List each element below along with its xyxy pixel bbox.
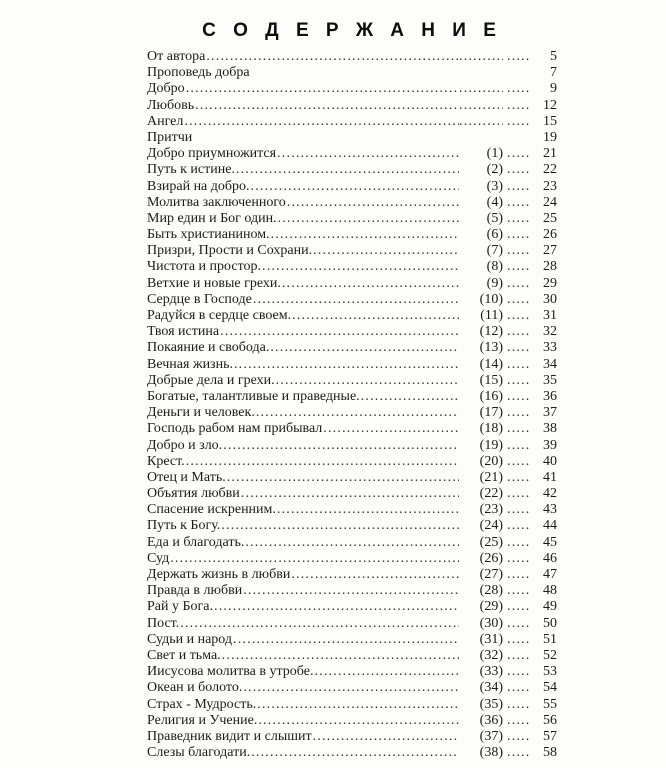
toc-entry [147, 648, 557, 664]
entry-title: Мир един и Бог один. [147, 210, 277, 226]
entry-page-number: 7 [550, 65, 557, 81]
dot-leader [206, 49, 459, 65]
entry-chapter-number [459, 81, 503, 97]
entry-page-number: 29 [543, 275, 557, 291]
dot-leader [257, 697, 459, 713]
entry-title: Твоя истина [147, 324, 220, 340]
entry-chapter-number: (10) [479, 291, 503, 307]
dot-leader [278, 211, 459, 227]
entry-page-number: 54 [543, 680, 557, 696]
table-of-contents [147, 20, 557, 761]
entry-chapter-number: (12) [479, 324, 503, 340]
page-dot-leader [507, 616, 531, 632]
entry-title: Иисусова молитва в утробе. [147, 664, 314, 680]
toc-entry [147, 308, 557, 324]
entry-title: Проповедь добра [147, 65, 250, 81]
entry-title: Взирай на добро. [147, 178, 250, 194]
entry-title: Судьи и народ [147, 631, 233, 647]
dot-leader [170, 551, 459, 567]
dot-leader [186, 454, 459, 470]
entry-chapter-number: (13) [479, 340, 503, 356]
entry-title: От автора [147, 49, 206, 64]
dot-leader [236, 162, 459, 178]
entry-page-number: 21 [543, 146, 557, 162]
entry-title: Притчи [147, 129, 193, 145]
entry-page-number: 47 [543, 567, 557, 582]
toc-entry [147, 65, 557, 81]
toc-entry [147, 454, 557, 470]
dot-leader [245, 535, 459, 551]
toc-entry [147, 179, 557, 195]
entry-page-number: 35 [543, 372, 557, 388]
entry-chapter-number: (23) [479, 502, 503, 518]
page-dot-leader [507, 81, 531, 97]
toc-entry [147, 373, 557, 389]
entry-title: Господь рабом нам прибывал [147, 421, 323, 437]
dot-leader [234, 357, 459, 373]
entry-chapter-number: (24) [479, 518, 503, 534]
entry-page-number: 19 [543, 129, 557, 145]
entry-page-number: 12 [543, 97, 557, 113]
entry-page-number: 53 [543, 664, 557, 680]
toc-entry [147, 567, 557, 583]
entry-title: Рай у Бога. [147, 599, 213, 615]
entry-page-number: 22 [543, 162, 557, 178]
page-dot-leader [507, 632, 531, 648]
entry-title: Путь к Богу. [147, 518, 221, 534]
toc-entry [147, 259, 557, 275]
dot-leader [220, 324, 459, 340]
entry-title: Добро и зло. [147, 437, 223, 453]
entry-chapter-number [459, 49, 503, 65]
page-dot-leader [507, 211, 531, 227]
dot-leader [223, 438, 459, 454]
dot-leader [287, 195, 459, 211]
entry-page-number: 39 [543, 437, 557, 453]
toc-entry [147, 518, 557, 534]
entry-chapter-number: (16) [479, 388, 503, 404]
entry-chapter-number: (20) [479, 453, 503, 469]
entry-chapter-number: (38) [479, 745, 503, 761]
entry-page-number: 45 [543, 534, 557, 550]
entry-page-number: 24 [543, 194, 557, 210]
page-dot-leader [507, 745, 531, 761]
dot-leader [277, 146, 459, 162]
page-dot-leader [507, 389, 531, 405]
dot-leader [262, 259, 459, 275]
toc-entry [147, 340, 557, 356]
entry-chapter-number: (7) [486, 243, 503, 259]
entry-page-number: 27 [543, 243, 557, 259]
page-dot-leader [507, 502, 531, 518]
page-dot-leader [507, 421, 531, 437]
entry-page-number: 31 [543, 308, 557, 323]
page-dot-leader [507, 276, 531, 292]
toc-entry [147, 292, 557, 308]
entry-page-number: 34 [543, 356, 557, 372]
entry-chapter-number: (19) [479, 437, 503, 453]
entry-page-number: 26 [543, 227, 557, 243]
entry-title: Ангел [147, 113, 184, 129]
entry-title: Богатые, талантливые и праведные. [147, 388, 360, 404]
toc-entry [147, 98, 557, 114]
entry-page-number: 58 [543, 745, 557, 761]
entry-chapter-number [459, 98, 503, 114]
toc-entry [147, 599, 557, 615]
page-dot-leader [507, 680, 531, 696]
toc-entry [147, 632, 557, 648]
toc-entry [147, 114, 557, 130]
entry-title: Религия и Учение. [147, 712, 258, 728]
entry-title: Ветхие и новые грехи. [147, 275, 281, 291]
entry-page-number: 57 [543, 728, 557, 744]
entry-chapter-number: (29) [479, 599, 503, 615]
entry-title: Правда в любви [147, 583, 243, 599]
entry-title: Объятия любви [147, 486, 240, 502]
entry-chapter-number [459, 114, 503, 130]
entry-chapter-number: (4) [486, 194, 503, 210]
entry-page-number: 37 [543, 405, 557, 421]
page-dot-leader [507, 227, 531, 243]
dot-leader [271, 227, 459, 243]
toc-entry [147, 502, 557, 518]
entry-title: Крест. [147, 453, 185, 469]
entry-page-number: 43 [543, 502, 557, 518]
dot-leader [221, 518, 459, 534]
entry-chapter-number: (21) [479, 469, 503, 485]
toc-list [147, 49, 557, 761]
entry-title: Сердце в Господе [147, 291, 252, 307]
entry-chapter-number: (15) [479, 372, 503, 388]
dot-leader [292, 308, 459, 324]
page-dot-leader [507, 648, 531, 664]
toc-entry [147, 357, 557, 373]
toc-entry [147, 227, 557, 243]
entry-title: Держать жизнь в любви [147, 567, 291, 582]
dot-leader [277, 502, 459, 518]
page-dot-leader [507, 664, 531, 680]
entry-chapter-number: (2) [486, 162, 503, 178]
toc-entry [147, 389, 557, 405]
entry-chapter-number: (30) [479, 615, 503, 631]
toc-entry [147, 146, 557, 162]
toc-entry [147, 81, 557, 97]
page-dot-leader [507, 98, 531, 114]
entry-page-number: 51 [543, 631, 557, 647]
page-dot-leader [507, 454, 531, 470]
entry-page-number: 41 [543, 469, 557, 485]
entry-title: Океан и болото. [147, 680, 243, 696]
entry-title: Добро приумножится [147, 146, 277, 162]
toc-entry [147, 680, 557, 696]
dot-leader [313, 729, 459, 745]
entry-chapter-number: (18) [479, 421, 503, 437]
page-dot-leader [507, 405, 531, 421]
entry-chapter-number: (35) [479, 696, 503, 712]
page-dot-leader [507, 308, 531, 324]
entry-page-number: 50 [543, 615, 557, 631]
page-dot-leader [507, 195, 531, 211]
dot-leader [241, 486, 459, 502]
toc-entry [147, 551, 557, 567]
entry-chapter-number: (32) [479, 647, 503, 663]
dot-leader [195, 98, 459, 114]
page-dot-leader [507, 438, 531, 454]
page-dot-leader [507, 470, 531, 486]
dot-leader [243, 583, 459, 599]
page-title: С О Д Е Р Ж А Н И Е [202, 20, 502, 41]
entry-page-number: 55 [543, 696, 557, 712]
toc-entry [147, 729, 557, 745]
toc-entry [147, 713, 557, 729]
toc-entry [147, 438, 557, 454]
dot-leader [251, 745, 459, 761]
entry-page-number: 15 [543, 113, 557, 129]
entry-page-number: 48 [543, 583, 557, 599]
toc-entry [147, 243, 557, 259]
page-dot-leader [507, 583, 531, 599]
entry-chapter-number: (26) [479, 550, 503, 566]
entry-page-number: 38 [543, 421, 557, 437]
entry-chapter-number: (6) [486, 227, 503, 243]
page-dot-leader [507, 357, 531, 373]
entry-title: Пост. [147, 615, 180, 631]
entry-page-number: 9 [550, 81, 557, 97]
page-dot-leader [507, 146, 531, 162]
dot-leader [222, 648, 459, 664]
dot-leader [258, 713, 459, 729]
entry-page-number: 28 [543, 259, 557, 275]
entry-title: Свет и тьма. [147, 647, 221, 663]
dot-leader [214, 599, 459, 615]
entry-chapter-number: (14) [479, 356, 503, 372]
page-dot-leader [507, 324, 531, 340]
page-dot-leader [507, 49, 531, 65]
entry-page-number: 46 [543, 550, 557, 566]
entry-page-number: 42 [543, 486, 557, 502]
entry-page-number: 23 [543, 178, 557, 194]
entry-title: Еда и благодать. [147, 534, 245, 550]
dot-leader [276, 373, 459, 389]
entry-page-number: 25 [543, 210, 557, 226]
dot-leader [323, 421, 459, 437]
entry-title: Отец и Мать. [147, 469, 226, 485]
entry-page-number: 32 [543, 324, 557, 340]
entry-page-number: 49 [543, 599, 557, 615]
dot-leader [227, 470, 459, 486]
dot-leader [186, 81, 459, 97]
entry-title: Страх - Мудрость. [147, 696, 257, 712]
toc-entry [147, 324, 557, 340]
dot-leader [233, 632, 459, 648]
toc-entry [147, 664, 557, 680]
dot-leader [361, 389, 459, 405]
entry-title: Слезы благодати. [147, 745, 251, 761]
entry-title: Призри, Прости и Сохрани. [147, 243, 313, 259]
entry-title: Деньги и человек. [147, 405, 255, 421]
entry-chapter-number: (3) [486, 178, 503, 194]
entry-page-number: 30 [543, 291, 557, 307]
page-dot-leader [507, 518, 531, 534]
page-dot-leader [507, 697, 531, 713]
page-dot-leader [507, 373, 531, 389]
dot-leader [270, 340, 459, 356]
toc-entry [147, 195, 557, 211]
page-dot-leader [507, 114, 531, 130]
entry-title: Молитва заключенного [147, 194, 286, 210]
page-dot-leader [507, 243, 531, 259]
toc-entry [147, 486, 557, 502]
toc-entry [147, 470, 557, 486]
entry-chapter-number: (9) [486, 275, 503, 291]
toc-entry [147, 616, 557, 632]
entry-chapter-number: (36) [479, 712, 503, 728]
toc-entry [147, 211, 557, 227]
page-dot-leader [507, 179, 531, 195]
entry-chapter-number: (34) [479, 680, 503, 696]
entry-title: Суд [147, 550, 170, 566]
dot-leader [251, 179, 459, 195]
entry-page-number: 40 [543, 453, 557, 469]
toc-entry [147, 745, 557, 761]
entry-title: Спасение искренним. [147, 502, 276, 518]
dot-leader [256, 405, 459, 421]
page-dot-leader [507, 729, 531, 745]
dot-leader [314, 664, 459, 680]
entry-title: Вечная жизнь. [147, 356, 233, 372]
entry-title: Чистота и простор. [147, 259, 262, 275]
entry-chapter-number: (37) [479, 728, 503, 744]
toc-entry [147, 162, 557, 178]
entry-chapter-number: (5) [486, 210, 503, 226]
entry-chapter-number: (28) [479, 583, 503, 599]
entry-title: Радуйся в сердце своем. [147, 308, 292, 323]
page-dot-leader [507, 340, 531, 356]
dot-leader [313, 243, 459, 259]
toc-entry [147, 49, 557, 65]
page-dot-leader [507, 486, 531, 502]
entry-page-number: 5 [550, 49, 557, 64]
entry-chapter-number: (17) [479, 405, 503, 421]
toc-entry [147, 697, 557, 713]
entry-title: Добрые дела и грехи. [147, 372, 275, 388]
entry-title: Праведник видит и слышит [147, 728, 312, 744]
dot-leader [180, 616, 459, 632]
dot-leader [243, 680, 459, 696]
page-dot-leader [507, 259, 531, 275]
dot-leader [253, 292, 459, 308]
entry-chapter-number: (27) [479, 567, 503, 582]
entry-page-number: 56 [543, 712, 557, 728]
toc-entry [147, 535, 557, 551]
dot-leader [291, 567, 459, 583]
page-dot-leader [507, 567, 531, 583]
entry-chapter-number: (11) [480, 308, 503, 323]
page-dot-leader [507, 292, 531, 308]
entry-title: Любовь [147, 97, 195, 113]
entry-chapter-number: (1) [486, 146, 503, 162]
entry-chapter-number: (22) [479, 486, 503, 502]
toc-entry [147, 130, 557, 146]
entry-chapter-number: (31) [479, 631, 503, 647]
page-dot-leader [507, 713, 531, 729]
entry-title: Покаяние и свобода. [147, 340, 270, 356]
entry-page-number: 36 [543, 388, 557, 404]
toc-entry [147, 405, 557, 421]
toc-entry [147, 583, 557, 599]
toc-entry [147, 276, 557, 292]
entry-page-number: 33 [543, 340, 557, 356]
toc-entry [147, 421, 557, 437]
entry-chapter-number: (25) [479, 534, 503, 550]
entry-chapter-number: (33) [479, 664, 503, 680]
page-dot-leader [507, 162, 531, 178]
dot-leader [184, 114, 459, 130]
page-dot-leader [507, 535, 531, 551]
page-dot-leader [507, 599, 531, 615]
dot-leader [282, 276, 459, 292]
entry-title: Добро [147, 81, 185, 97]
page-dot-leader [507, 551, 531, 567]
entry-title: Путь к истине. [147, 162, 235, 178]
entry-chapter-number: (8) [486, 259, 503, 275]
entry-title: Быть христианином. [147, 227, 270, 243]
entry-page-number: 44 [543, 518, 557, 534]
entry-page-number: 52 [543, 647, 557, 663]
